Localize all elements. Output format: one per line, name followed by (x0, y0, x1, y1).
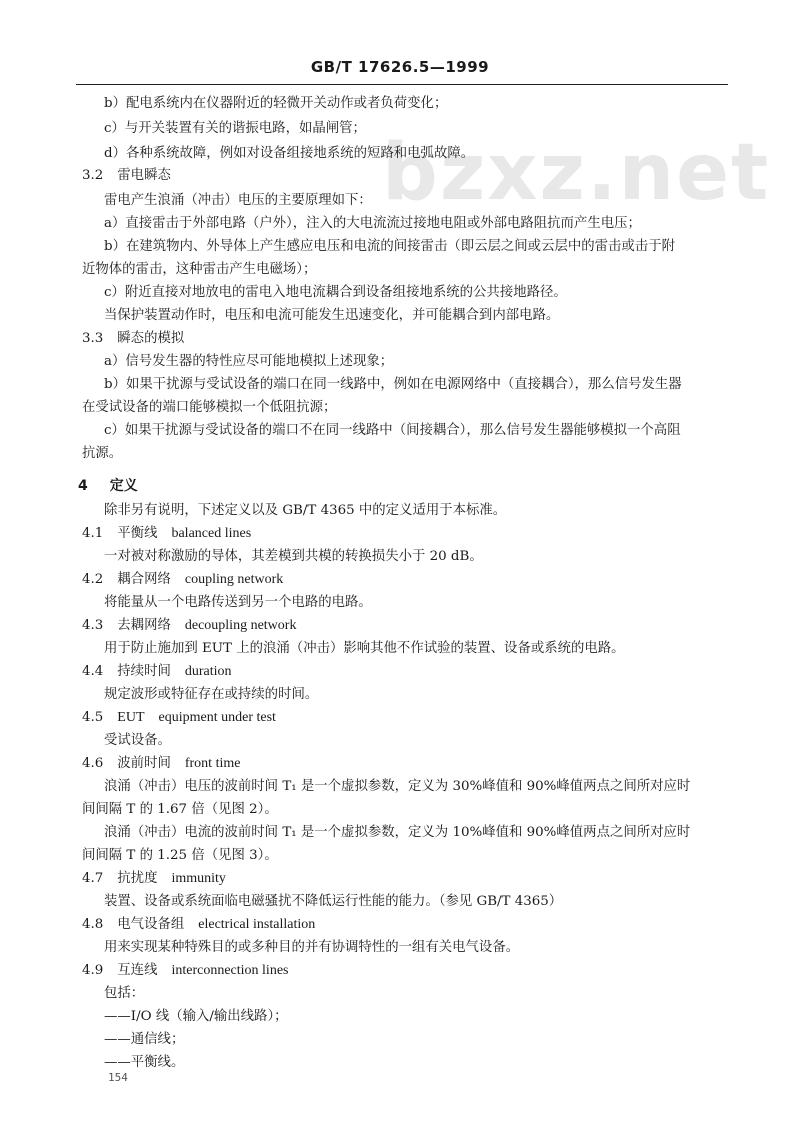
definition-text-continuation: 间间隔 T 的 1.25 倍（见图 3）。 (82, 848, 278, 863)
definition-heading-4-6 (82, 754, 240, 774)
definition-term-en: front time (184, 756, 241, 771)
list-item: a）直接雷击于外部电路（户外），注入的大电流流过接地电阻或外部电路阻抗而产生电压； (104, 216, 641, 231)
definition-text: 受试设备。 (104, 733, 171, 748)
section-heading-3-3 (82, 329, 184, 349)
list-item: c）与开关装置有关的谐振电路，如晶闸管； (104, 121, 366, 136)
document-header: GB/T 17626.5—1999 (310, 58, 490, 76)
definition-term-cn: 互连线 (117, 963, 158, 978)
definition-number: 4.5 (82, 710, 104, 725)
definition-text: 装置、设备或系统面临电磁骚扰不降低运行性能的能力。（参见 GB/T 4365） (104, 894, 563, 909)
definition-heading-4-4 (82, 662, 232, 682)
list-item: c）如果干扰源与受试设备的端口不在同一线路中（间接耦合），那么信号发生器能够模拟一个高阻 (104, 423, 681, 438)
definition-term-cn: 抗扰度 (117, 871, 158, 886)
list-item: ——I/O 线（输入/输出线路）； (104, 1009, 288, 1024)
list-item: b）在建筑物内、外导体上产生感应电压和电流的间接雷击（即云层之间或云层中的雷击或击于附 (104, 239, 675, 254)
definition-number: 4.6 (82, 756, 104, 771)
definition-heading-4-5 (82, 708, 276, 728)
definition-term-en: duration (184, 664, 232, 679)
section-number: 3.3 (82, 331, 104, 346)
list-item-continuation: 近物体的雷击，这种雷击产生电磁场）； (82, 262, 317, 277)
definition-heading-4-2 (82, 570, 283, 590)
section-title: 瞬态的模拟 (117, 331, 185, 346)
definition-text: 浪涌（冲击）电压的波前时间 T₁ 是一个虚拟参数，定义为 30%峰值和 90%峰值两点之间所对应时 (104, 779, 691, 794)
list-item: d）各种系统故障，例如对设备组接地系统的短路和电弧故障。 (104, 146, 475, 161)
section-number: 4 (78, 478, 88, 494)
definition-text: 用于防止施加到 EUT 上的浪涌（冲击）影响其他不作试验的装置、设备或系统的电路。 (104, 641, 625, 656)
definition-term-abbr: EUT (117, 710, 145, 725)
list-item: ——平衡线。 (104, 1055, 185, 1070)
definition-number: 4.7 (82, 871, 104, 886)
definition-number: 4.4 (82, 664, 104, 679)
definition-number: 4.9 (82, 963, 104, 978)
definition-number: 4.1 (82, 526, 104, 541)
definition-text: 将能量从一个电路传送到另一个电路的电路。 (104, 595, 372, 610)
list-item: c）附近直接对地放电的雷电入地电流耦合到设备组接地系统的公共接地路径。 (104, 285, 567, 300)
paragraph: 雷电产生浪涌（冲击）电压的主要原理如下： (104, 193, 372, 208)
definition-heading-4-8 (82, 915, 315, 935)
definition-term-en: immunity (171, 871, 226, 886)
definition-term-cn: 持续时间 (117, 664, 171, 679)
definition-heading-4-9 (82, 961, 289, 981)
section-heading-3-2 (82, 166, 171, 186)
definition-term-en: decoupling network (184, 618, 297, 633)
definition-heading-4-7 (82, 869, 226, 889)
definition-text-continuation: 间间隔 T 的 1.67 倍（见图 2）。 (82, 802, 278, 817)
header-rule (76, 84, 728, 85)
definition-term-cn: 平衡线 (117, 526, 158, 541)
list-item: b）配电系统内在仪器附近的轻微开关动作或者负荷变化； (104, 96, 448, 111)
section-number: 3.2 (82, 168, 104, 183)
definition-text: 包括： (104, 986, 145, 1001)
definition-term-cn: 波前时间 (117, 756, 171, 771)
definition-term-en: electrical installation (198, 917, 316, 932)
definition-heading-4-3 (82, 616, 296, 636)
watermark: bzxz.net (382, 128, 771, 218)
section-title: 雷电瞬态 (117, 168, 171, 183)
list-item: a）信号发生器的特性应尽可能地模拟上述现象； (104, 354, 394, 369)
definition-text: 规定波形或特征存在或持续的时间。 (104, 687, 319, 702)
definition-number: 4.3 (82, 618, 104, 633)
definition-term-cn: 耦合网络 (117, 572, 171, 587)
paragraph: 除非另有说明，下述定义以及 GB/T 4365 中的定义适用于本标准。 (104, 503, 507, 518)
list-item: ——通信线； (104, 1032, 185, 1047)
page-number: 154 (108, 1071, 128, 1084)
list-item-continuation: 在受试设备的端口能够模拟一个低阻抗源； (82, 400, 337, 415)
definition-term-cn: 电气设备组 (117, 917, 185, 932)
definition-term-cn: 去耦网络 (117, 618, 171, 633)
definition-text: 浪涌（冲击）电流的波前时间 T₁ 是一个虚拟参数，定义为 10%峰值和 90%峰值两点之间所对应时 (104, 825, 691, 840)
definition-term-en: balanced lines (171, 526, 252, 541)
definition-number: 4.8 (82, 917, 104, 932)
definition-term-en: equipment under test (158, 710, 276, 725)
definition-term-en: coupling network (184, 572, 284, 587)
definition-term-en: interconnection lines (171, 963, 289, 978)
definition-number: 4.2 (82, 572, 104, 587)
list-item-continuation: 抗源。 (82, 446, 123, 461)
section-title: 定义 (109, 478, 138, 494)
definition-text: 一对被对称激励的导体，其差模到共模的转换损失小于 20 dB。 (104, 549, 483, 564)
definition-text: 用来实现某种特殊目的或多种目的并有协调特性的一组有关电气设备。 (104, 940, 520, 955)
list-item: b）如果干扰源与受试设备的端口在同一线路中，例如在电源网络中（直接耦合），那么信号发生器 (104, 377, 682, 392)
section-heading-4 (78, 476, 138, 496)
definition-heading-4-1 (82, 524, 251, 544)
paragraph: 当保护装置动作时，电压和电流可能发生迅速变化，并可能耦合到内部电路。 (104, 308, 560, 323)
